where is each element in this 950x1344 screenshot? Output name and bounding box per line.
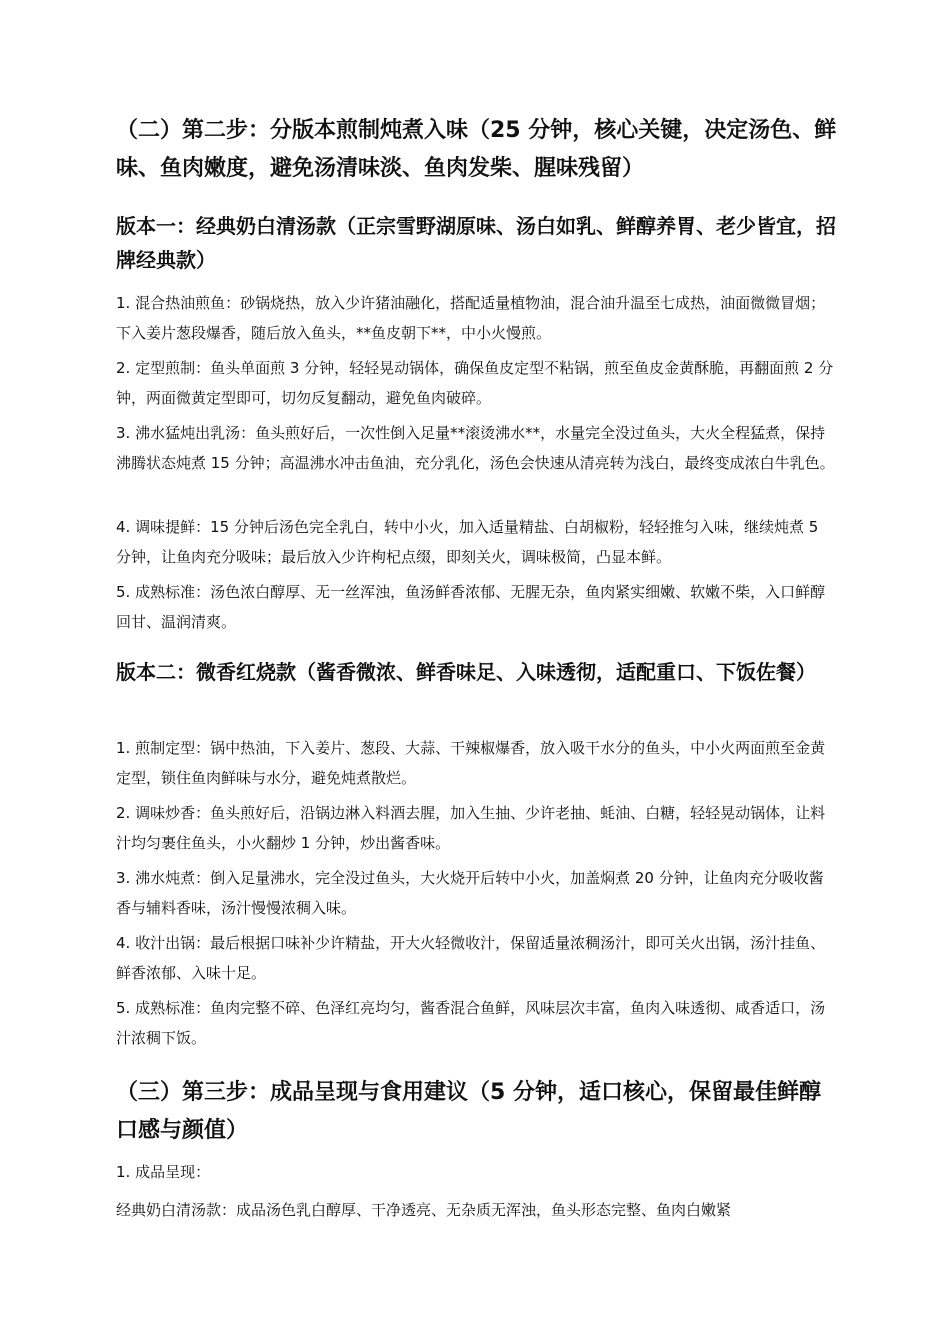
version1-heading: 版本一：经典奶白清汤款（正宗雪野湖原味、汤白如乳、鲜醇养胃、老少皆宜，招牌经典款） xyxy=(116,214,836,272)
v1-item-1: 1. 混合热油煎鱼：砂锅烧热，放入少许猪油融化，搭配适量植物油，混合油升温至七成热，油面微微冒烟；下入姜片葱段爆香，随后放入鱼头，**鱼皮朝下**，中小火慢煎。 xyxy=(116,294,826,342)
v2-item-5: 5. 成熟标准：鱼肉完整不碎、色泽红亮均匀，酱香混合鱼鲜，风味层次丰富，鱼肉入味透彻、咸香适口，汤汁浓稠下饭。 xyxy=(116,999,826,1047)
v2-item-1: 1. 煎制定型：锅中热油，下入姜片、葱段、大蒜、干辣椒爆香，放入吸干水分的鱼头，中小火两面煎至金黄定型，锁住鱼肉鲜味与水分，避免炖煮散烂。 xyxy=(116,739,826,787)
v1-item-2: 2. 定型煎制：鱼头单面煎 3 分钟，轻轻晃动锅体，确保鱼皮定型不粘锅，煎至鱼皮金黄酥脆，再翻面煎 2 分钟，两面微黄定型即可，切勿反复翻动，避免鱼肉破碎。 xyxy=(116,359,834,407)
v1-item-3: 3. 沸水猛炖出乳汤：鱼头煎好后，一次性倒入足量**滚烫沸水**，水量完全没过鱼头，大火全程猛煮，保持沸腾状态炖煮 15 分钟；高温沸水冲击鱼油，充分乳化，汤色会快速从清亮转为浅白，最终变成浓白牛乳色。 xyxy=(116,424,835,472)
step3-heading: （三）第三步：成品呈现与食用建议（5 分钟，适口核心，保留最佳鲜醇口感与颜值） xyxy=(116,1080,821,1143)
v2-item-4: 4. 收汁出锅：最后根据口味补少许精盐，开大火轻微收汁，保留适量浓稠汤汁，即可关火出锅，汤汁挂鱼、鲜香浓郁、入味十足。 xyxy=(116,934,826,982)
step3-item-2: 经典奶白清汤款：成品汤色乳白醇厚、干净透亮、无杂质无浑浊，鱼头形态完整、鱼肉白嫩紧 xyxy=(116,1201,732,1219)
version2-heading: 版本二：微香红烧款（酱香微浓、鲜香味足、入味透彻，适配重口、下饭佐餐） xyxy=(116,660,816,684)
step2-heading: （二）第二步：分版本煎制炖煮入味（25 分钟，核心关键，决定汤色、鲜味、鱼肉嫩度，避免汤清味淡、鱼肉发柴、腥味残留） xyxy=(116,118,837,181)
step3-item-1: 1. 成品呈现： xyxy=(116,1163,211,1181)
v1-item-4: 4. 调味提鲜：15 分钟后汤色完全乳白，转中小火，加入适量精盐、白胡椒粉，轻轻推匀入味，继续炖煮 5 分钟，让鱼肉充分吸味；最后放入少许枸杞点缀，即刻关火，调味极简，凸显本鲜。 xyxy=(116,518,819,566)
v2-item-2: 2. 调味炒香：鱼头煎好后，沿锅边淋入料酒去腥，加入生抽、少许老抽、蚝油、白糖，轻轻晃动锅体，让料汁均匀裹住鱼头，小火翻炒 1 分钟，炒出酱香味。 xyxy=(116,804,826,852)
v1-item-5: 5. 成熟标准：汤色浓白醇厚、无一丝浑浊，鱼汤鲜香浓郁、无腥无杂，鱼肉紧实细嫩、软嫩不柴，入口鲜醇回甘、温润清爽。 xyxy=(116,583,826,631)
v2-item-3: 3. 沸水炖煮：倒入足量沸水，完全没过鱼头，大火烧开后转中小火，加盖焖煮 20 分钟，让鱼肉充分吸收酱香与辅料香味，汤汁慢慢浓稠入味。 xyxy=(116,869,824,917)
